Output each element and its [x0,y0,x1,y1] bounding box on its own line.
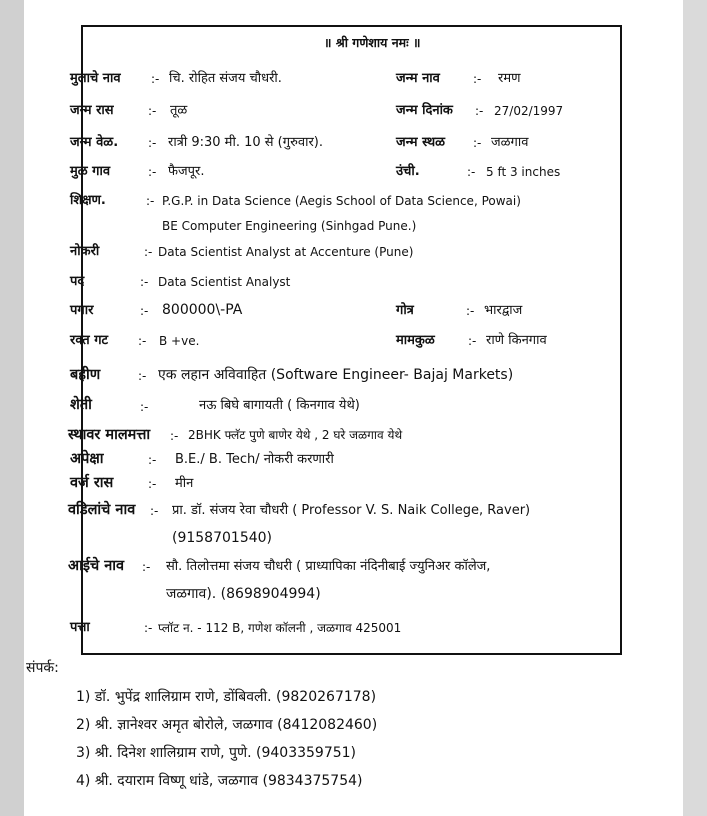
value-bahin: एक लहान अविवाहित (Software Engineer- Bajaj Markets) [158,367,514,383]
label-patta: पत्ता [70,620,90,635]
separator: :- [146,194,155,208]
label-janma-dinank: जन्म दिनांक [396,103,453,118]
value-rakt-gat: B +ve. [159,334,200,348]
separator: :- [142,560,151,574]
separator: :- [144,621,153,635]
right-background-strip [683,0,707,816]
label-janma-vel: जन्म वेळ. [70,135,119,150]
value-sheti: नऊ बिघे बागायती ( किनगाव येथे) [199,398,360,413]
value-aai-1: सौ. तिलोत्तमा संजय चौधरी ( प्राध्यापिका नंदिनीबाई ज्युनिअर कॉलेज, [166,559,491,574]
label-bahin: बहीण [70,367,101,383]
separator: :- [138,334,147,348]
label-rakt-gat: रक्त गट [70,333,109,348]
label-mul-gaav: मुळ गाव [70,164,111,179]
separator: :- [475,104,484,118]
separator: :- [467,165,476,179]
separator: :- [140,400,149,414]
separator: :- [148,453,157,467]
value-pad: Data Scientist Analyst [158,275,291,289]
value-janma-vel: रात्री 9:30 मी. 10 से (गुरुवार). [168,135,323,150]
label-janma-sthal: जन्म स्थळ [396,135,446,150]
label-pagar: पगार [70,303,94,318]
separator: :- [140,275,149,289]
separator: :- [150,504,159,518]
separator: :- [148,104,157,118]
value-mamkul: राणे किनगाव [486,333,547,348]
value-vadil-1: प्रा. डॉ. संजय रेवा चौधरी ( Professor V. S. Naik College, Raver) [172,503,531,518]
label-vadil: वडिलांचे नाव [68,502,136,518]
label-apeksha: अपेक्षा [70,451,104,467]
separator: :- [148,477,157,491]
contact-item: 4) श्री. दयाराम विष्णू धांडे, जळगाव (9834375754) [76,773,363,789]
label-janma-raas: जन्म रास [70,103,114,118]
separator: :- [148,165,157,179]
value-aai-2: जळगाव). (8698904994) [166,586,321,602]
separator: :- [138,369,147,383]
value-janma-naav: रमण [498,71,521,86]
label-sheti: शेती [70,397,92,413]
value-unchi: 5 ft 3 inches [486,165,561,179]
label-gotra: गोत्र [396,303,414,318]
value-apeksha: B.E./ B. Tech/ नोकरी करणारी [175,452,334,467]
label-nokari: नोकरी [70,244,100,259]
label-varja-raas: वर्ज रास [70,475,114,491]
value-shikshan-1: P.G.P. in Data Science (Aegis School of Data Science, Powai) [162,194,521,208]
separator: :- [473,72,482,86]
contact-heading: संपर्क: [26,660,59,676]
label-janma-naav: जन्म नाव [396,71,440,86]
value-sthavar: 2BHK फ्लॅट पुणे बाणेर येथे , 2 घरे जळगाव येथे [188,428,403,442]
label-sthavar: स्थावर मालमत्ता [68,427,151,443]
label-mamkul: मामकुळ [396,333,435,348]
value-gotra: भारद्वाज [484,303,523,318]
separator: :- [144,245,153,259]
value-mul-gaav: फैजपूर. [168,164,205,179]
value-janma-raas: तूळ [170,103,188,118]
left-background-strip [0,0,24,816]
label-unchi: उंची. [396,164,420,179]
separator: :- [151,72,160,86]
value-vadil-2: (9158701540) [172,530,272,546]
label-name: मुलाचे नाव [70,71,121,86]
value-shikshan-2: BE Computer Engineering (Sinhgad Pune.) [162,219,417,233]
value-varja-raas: मीन [175,476,194,491]
separator: :- [473,136,482,150]
value-name: चि. रोहित संजय चौधरी. [169,71,282,86]
separator: :- [468,334,477,348]
label-shikshan: शिक्षण. [70,193,106,208]
value-janma-sthal: जळगाव [491,135,529,150]
separator: :- [466,304,475,318]
value-janma-dinank: 27/02/1997 [494,104,564,118]
value-patta: प्लॉट न. - 112 B, गणेश कॉलनी , जळगाव 425001 [158,621,402,635]
contact-item: 2) श्री. ज्ञानेश्वर अमृत बोरोले, जळगाव (8412082460) [76,717,378,733]
contact-item: 1) डॉ. भुपेंद्र शालिग्राम राणे, डोंबिवली. (9820267178) [76,689,377,705]
value-nokari: Data Scientist Analyst at Accenture (Pune) [158,245,414,259]
document-page [24,0,683,816]
separator: :- [140,304,149,318]
label-pad: पद [70,274,85,289]
separator: :- [170,429,179,443]
label-aai: आईचे नाव [68,558,125,574]
page-title: ॥ श्री गणेशाय नमः ॥ [324,35,421,50]
separator: :- [148,136,157,150]
contact-item: 3) श्री. दिनेश शालिग्राम राणे, पुणे. (9403359751) [76,745,357,761]
value-pagar: 800000\-PA [162,302,243,318]
